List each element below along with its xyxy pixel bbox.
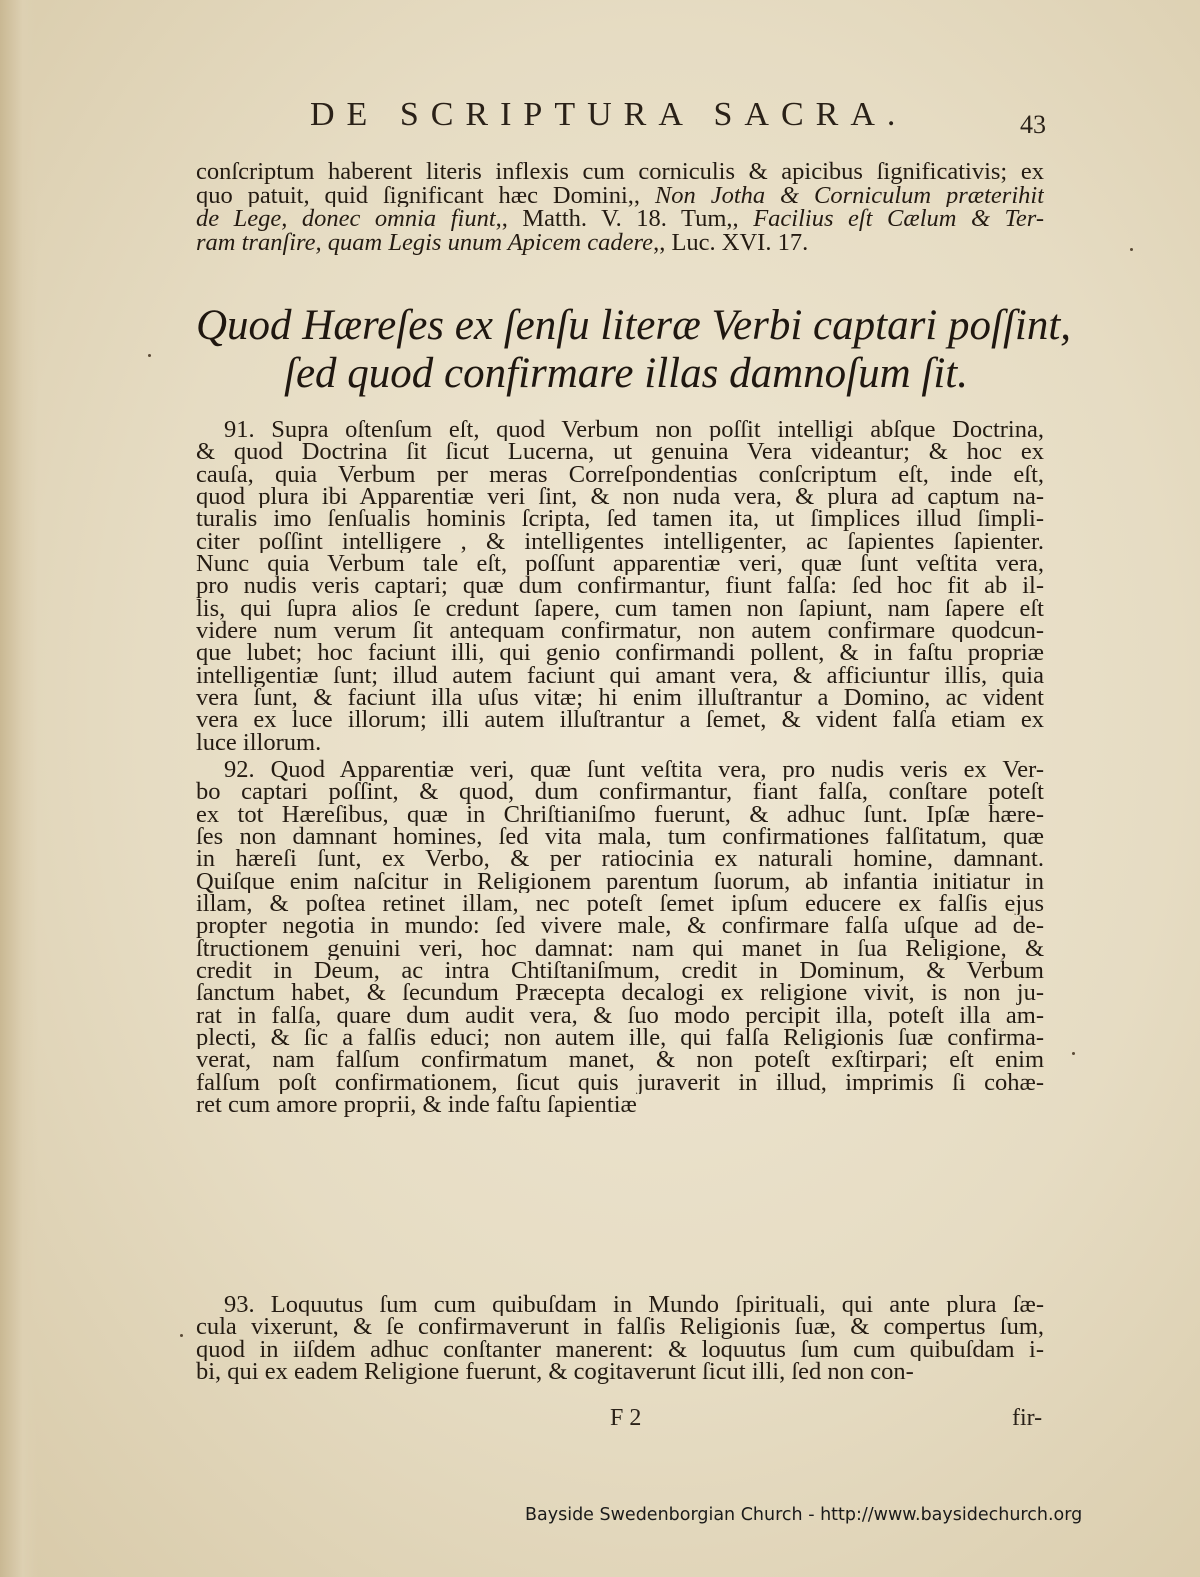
paper-speck [180,1334,183,1337]
running-head: DE SCRIPTURA SACRA. [310,96,908,133]
text-line: ſes non damnant homines, ſed vita mala, tum confirmationes falſitatum, quæ [196,826,1044,849]
text-line: videre num verum ſit antequam confirmatur, non autem confirmare quodcun- [196,620,1044,643]
text-line: 91. Supra oſtenſum eſt, quod Verbum non poſſit intelligi abſque Doctrina, [224,419,1044,442]
text-line: quod in iiſdem adhuc conſtanter manerent: & loquutus ſum cum quibuſdam i- [196,1338,1044,1362]
paper-speck [1072,1052,1075,1055]
text-line: bi, qui ex eadem Religione fuerunt, & cogitaverunt ſicut illi, ſed non con- [196,1358,914,1386]
text-line: lis, qui ſupra alios ſe credunt ſapere, cum tamen non ſapiunt, nam ſapere eſt [196,597,1044,621]
text-line: bo captari poſſint, & quod, dum confirmantur, fiant falſa, conſtare poteſt [196,781,1044,804]
text-line: ex tot Hæreſibus, quæ in Chriſtianiſmo fuerunt, & adhuc ſunt. Ipſæ hære- [196,803,1044,827]
text-line: vera ex luce illorum; illi autem illuſtrantur a ſemet, & vident falſa etiam ex [196,709,1044,732]
intro-line: conſcriptum haberent literis inflexis cum corniculis & apicibus ſignificativis; ex [196,160,1044,184]
page-number: 43 [1020,110,1046,139]
intro-line: quo patuit, quid ſignificant hæc Domini,, Non Jotha & Corniculum præterihit [196,183,1044,208]
text-line: intelligentiæ ſunt; illud autem faciunt qui amant vera, & afficiuntur illis, quia [196,664,1044,688]
text-line: pro nudis veris captari; quæ dum confirmantur, fiunt falſa: ſed hoc fit ab il- [196,575,1044,598]
text-line: verat, nam falſum confirmatum manet, & non poteſt exſtirpari; eſt enim [196,1049,1044,1072]
text-line: que lubet; hoc faciunt illi, qui genio confirmandi pollent, & in faſtu propriæ [196,642,1044,665]
text-line: 92. Quod Apparentiæ veri, quæ ſunt veſtita vera, pro nudis veris ex Ver- [224,759,1044,782]
text-line: credit in Deum, ac intra Chtiſtaniſmum, credit in Dominum, & Verbum [196,960,1044,983]
text-line: plecti, & ſic a falſis educi; non autem ille, qui falſa Religionis ſuæ confirma- [196,1027,1044,1050]
text-line: & quod Doctrina ſit ſicut Lucerna, ut genuina Vera videantur; & hoc ex [196,441,1044,464]
text-line: cauſa, quia Verbum per meras Correſpondentias conſcriptum eſt, inde eſt, [196,463,1044,487]
heading-line: ſed quod confirmare illas damnoſum ſit. [284,350,968,397]
text-line: cula vixerunt, & ſe confirmaverunt in falſis Religionis ſuæ, & compertus ſum, [196,1316,1044,1339]
catchword: fir- [1012,1405,1043,1431]
heading-line: Quod Hæreſes ex ſenſu literæ Verbi captari poſſint, [196,302,1072,349]
text-line: Quiſque enim naſcitur in Religionem parentum ſuorum, ab infantia initiatur in [196,870,1044,894]
text-line: rat in falſa, quare dum audit vera, & ſuo modo percipit illa, poteſt illa am- [196,1004,1044,1028]
text-line: 93. Loquutus ſum cum quibuſdam in Mundo ſpirituali, qui ante plura ſæ- [224,1294,1044,1317]
paper-speck [148,354,151,357]
source-watermark: Bayside Swedenborgian Church - http://www.baysidechurch.org [525,1505,1083,1525]
signature-mark: F 2 [610,1405,642,1431]
paper-speck [1130,248,1133,251]
paragraph-91 [196,419,1044,754]
section-heading [196,302,1072,398]
paragraph-92 [196,759,1044,1117]
intro-text [196,160,1044,254]
page-binding-shadow [0,0,38,1577]
intro-line: ram tranſire, quam Legis unum Apicem cadere,, Luc. XVI. 17. [196,228,809,256]
text-line: illam, & poſtea retinet illam, nec poteſt ſemet ipſum educere ex falſis ejus [196,893,1044,916]
intro-line: de Lege, donec omnia fiunt,, Matth. V. 18. Tum,, Facilius eſt Cælum & Ter- [196,207,1044,231]
text-line: falſum poſt confirmationem, ſicut quis juraverit in illud, imprimis ſi cohæ- [196,1071,1044,1095]
text-line: ſanctum habet, & ſecundum Præcepta decalogi ex religione vivit, is non ju- [196,982,1044,1005]
text-line: ret cum amore proprii, & inde faſtu ſapientiæ [196,1091,637,1119]
text-line: quod plura ibi Apparentiæ veri ſint, & non nuda vera, & plura ad captum na- [196,486,1044,509]
text-line: turalis imo ſenſualis hominis ſcripta, ſed tamen ita, ut ſimplices illud ſimpli- [196,508,1044,531]
text-line: ſtructionem genuini veri, hoc damnat: nam qui manet in ſua Religione, & [196,937,1044,961]
text-line: vera ſunt, & faciunt illa uſus vitæ; hi enim illuſtrantur a Domino, ac vident [196,687,1044,710]
text-line: propter negotia in mundo: ſed vivere male, & confirmare falſa uſque ad de- [196,915,1044,938]
text-line: in hæreſi ſunt, ex Verbo, & per ratiocinia ex naturali homine, damnant. [196,848,1044,871]
paragraph-93 [196,1294,1044,1386]
text-line: citer poſſint intelligere , & intelligentes intelligenter, ac ſapientes ſapienter. [196,530,1044,554]
text-line: luce illorum. [196,728,322,756]
text-line: Nunc quia Verbum tale eſt, poſſunt apparentiæ veri, quæ ſunt veſtita vera, [196,553,1044,576]
